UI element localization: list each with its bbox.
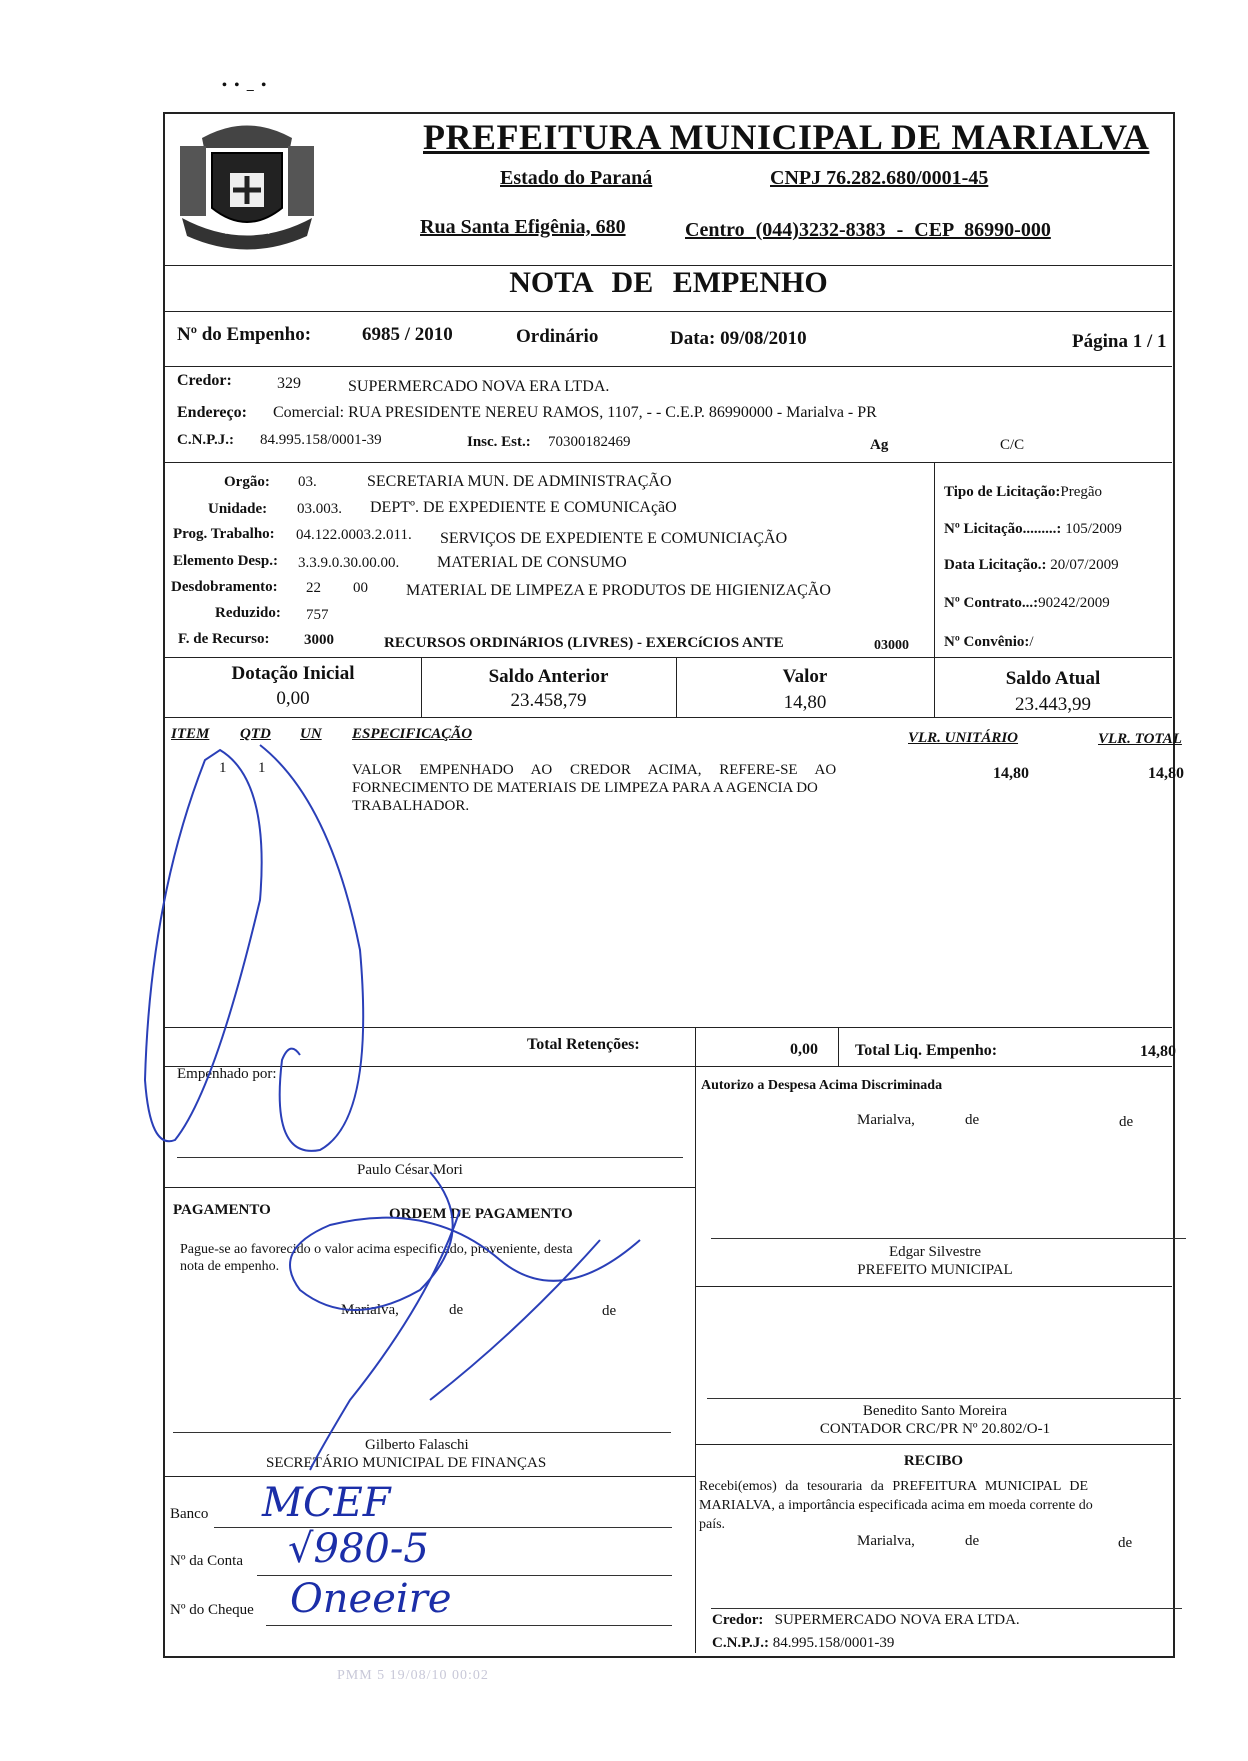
licitacao-data-label: Data Licitação.: xyxy=(944,557,1047,573)
footer-stamp: PMM 5 19/08/10 00:02 xyxy=(337,1668,489,1683)
row-esp-line1: VALOR EMPENHADO AO CREDOR ACIMA, REFERE-SE AO xyxy=(352,762,837,778)
licitacao-tipo-value: Pregão xyxy=(1060,484,1103,500)
endereco-value: Comercial: RUA PRESIDENTE NEREU RAMOS, 1107, - - C.E.P. 86990000 - Marialva - PR xyxy=(273,404,877,421)
saldo-anterior-value: 23.458,79 xyxy=(510,690,587,711)
licitacao-numero-label: Nº Licitação.........: xyxy=(944,521,1062,537)
licitacao-contrato-label: Nº Contrato...: xyxy=(944,595,1039,611)
licitacao-convenio xyxy=(944,634,1034,651)
header-address: Centro (044)3232-8383 - CEP 86990-000 xyxy=(685,219,1051,241)
pagamento-label: PAGAMENTO xyxy=(173,1202,271,1218)
row-item: 1 xyxy=(219,760,227,776)
col-un-header: UN xyxy=(300,726,322,742)
prog-desc: SERVIÇOS DE EXPEDIENTE E COMUNICIAÇÃO xyxy=(440,530,788,547)
recibo-de2: de xyxy=(1118,1535,1133,1551)
recibo-credor-value: SUPERMERCADO NOVA ERA LTDA. xyxy=(774,1612,1020,1628)
col-esp-header: ESPECIFICAÇÃO xyxy=(352,726,473,742)
empenho-type: Ordinário xyxy=(516,326,599,347)
cheque-value: Oneeire xyxy=(290,1576,452,1622)
insc-label: Insc. Est.: xyxy=(467,434,531,450)
endereco-label: Endereço: xyxy=(177,404,247,421)
empenho-number: 6985 / 2010 xyxy=(362,324,453,345)
licitacao-tipo xyxy=(944,484,1102,501)
fonte-code: 3000 xyxy=(304,632,334,648)
prog-label: Prog. Trabalho: xyxy=(173,526,275,542)
recibo-cnpj-label: C.N.P.J.: xyxy=(712,1635,769,1651)
col-qtd-header: QTD xyxy=(240,726,271,742)
row-qtd: 1 xyxy=(258,760,266,776)
autorizo-de1: de xyxy=(965,1112,980,1128)
contador-nome: Benedito Santo Moreira xyxy=(862,1403,1008,1419)
valor-label: Valor xyxy=(782,666,828,687)
banco-value: MCEF xyxy=(262,1480,391,1526)
licitacao-numero xyxy=(944,521,1122,538)
contador-cargo: CONTADOR CRC/PR Nº 20.802/O-1 xyxy=(819,1421,1051,1437)
desdobramento-b: 00 xyxy=(353,580,368,596)
licitacao-convenio-value: / xyxy=(1029,634,1034,650)
pagamento-texto-2: nota de empenho. xyxy=(180,1259,280,1274)
orgao-code: 03. xyxy=(298,474,317,490)
empenhado-label: Empenhado por: xyxy=(177,1066,277,1082)
elemento-label: Elemento Desp.: xyxy=(173,553,278,569)
autorizo-local: Marialva, xyxy=(857,1112,915,1128)
empenho-date: Data: 09/08/2010 xyxy=(670,328,807,349)
desdobramento-label: Desdobramento: xyxy=(171,579,278,595)
top-marks: • • _ • xyxy=(222,78,269,93)
col-unit-header: VLR. UNITÁRIO xyxy=(908,730,1019,746)
desdobramento-a: 22 xyxy=(306,580,321,596)
header-state: Estado do Paraná xyxy=(500,167,653,189)
orgao-desc: SECRETARIA MUN. DE ADMINISTRAÇÃO xyxy=(367,473,672,490)
insc-value: 70300182469 xyxy=(548,434,631,450)
recibo-texto-2: MARIALVA, a importância especificada acima em moeda corrente do xyxy=(699,1498,1093,1513)
unidade-desc: DEPTº. DE EXPEDIENTE E COMUNICAçãO xyxy=(370,499,677,516)
col-total-header: VLR. TOTAL xyxy=(1098,731,1182,747)
header-title: PREFEITURA MUNICIPAL DE MARIALVA xyxy=(423,117,1150,157)
total-retencoes-value: 0,00 xyxy=(790,1041,818,1058)
autorizo-de2: de xyxy=(1119,1114,1134,1130)
credor-name: SUPERMERCADO NOVA ERA LTDA. xyxy=(348,378,610,395)
recibo-texto-1: Recebi(emos) da tesouraria da PREFEITURA MUNICIPAL DE xyxy=(699,1479,1089,1494)
fonte-extra: 03000 xyxy=(874,638,909,653)
saldo-atual-label: Saldo Atual xyxy=(1005,668,1101,689)
col-item-header: ITEM xyxy=(171,726,210,742)
licitacao-data xyxy=(944,557,1119,574)
empenhado-nome: Paulo César Mori xyxy=(357,1162,463,1178)
credor-cnpj-label: C.N.P.J.: xyxy=(177,432,234,448)
reduzido-label: Reduzido: xyxy=(215,605,281,621)
recibo-cnpj-value: 84.995.158/0001-39 xyxy=(772,1635,895,1651)
recibo-cnpj xyxy=(712,1635,894,1652)
recibo-de1: de xyxy=(965,1533,980,1549)
orgao-label: Orgão: xyxy=(224,474,270,490)
saldo-anterior-label: Saldo Anterior xyxy=(488,666,609,687)
licitacao-contrato-value: 90242/2009 xyxy=(1038,595,1110,611)
saldo-atual-value: 23.443,99 xyxy=(1015,694,1091,715)
fonte-label: F. de Recurso: xyxy=(178,631,270,647)
prefeito-nome: Edgar Silvestre xyxy=(888,1244,982,1260)
credor-cnpj: 84.995.158/0001-39 xyxy=(260,432,382,448)
total-liq-label: Total Liq. Empenho: xyxy=(855,1042,998,1059)
total-liq-value: 14,80 xyxy=(1140,1043,1176,1060)
elemento-desc: MATERIAL DE CONSUMO xyxy=(437,554,627,571)
doc-title: NOTA DE EMPENHO xyxy=(509,266,828,299)
recibo-label: RECIBO xyxy=(903,1453,964,1469)
row-esp-line2: FORNECIMENTO DE MATERIAIS DE LIMPEZA PARA A AGENCIA DO xyxy=(352,780,818,796)
total-retencoes-label: Total Retenções: xyxy=(527,1036,640,1053)
recibo-credor-label: Credor: xyxy=(712,1612,764,1628)
conta-value: √980-5 xyxy=(288,1526,429,1572)
row-total-value: 14,80 xyxy=(1148,765,1184,782)
header-street: Rua Santa Efigênia, 680 xyxy=(420,216,626,238)
dotacao-inicial-label: Dotação Inicial xyxy=(231,663,355,684)
cc-label: C/C xyxy=(1000,437,1025,453)
fonte-desc: RECURSOS ORDINáRIOS (LIVRES) - EXERCíCIOS ANTE xyxy=(384,635,784,651)
licitacao-convenio-label: Nº Convênio: xyxy=(944,634,1030,650)
recibo-local: Marialva, xyxy=(857,1533,915,1549)
page-number: Página 1 / 1 xyxy=(1072,331,1167,352)
credor-code: 329 xyxy=(277,375,301,392)
secretario-nome: Gilberto Falaschi xyxy=(365,1437,469,1453)
autorizo-label: Autorizo a Despesa Acima Discriminada xyxy=(701,1078,943,1093)
ag-label: Ag xyxy=(870,437,889,453)
pagamento-de1: de xyxy=(449,1302,464,1318)
prefeito-cargo: PREFEITO MUNICIPAL xyxy=(857,1262,1013,1278)
recibo-credor xyxy=(712,1612,1020,1629)
pagamento-de2: de xyxy=(602,1303,617,1319)
row-unit-value: 14,80 xyxy=(993,765,1029,782)
pagamento-texto-1: Pague-se ao favorecido o valor acima especificado, proveniente, desta xyxy=(180,1242,573,1257)
pagamento-local: Marialva, xyxy=(341,1302,399,1318)
secretario-cargo: SECRETÁRIO MUNICIPAL DE FINANÇAS xyxy=(266,1455,547,1471)
unidade-code: 03.003. xyxy=(297,501,342,517)
licitacao-tipo-label: Tipo de Licitação: xyxy=(944,484,1061,500)
licitacao-contrato xyxy=(944,595,1110,612)
header-cnpj: CNPJ 76.282.680/0001-45 xyxy=(770,167,989,189)
crest-icon xyxy=(172,118,322,258)
cheque-label: Nº do Cheque xyxy=(170,1602,254,1618)
prog-code: 04.122.0003.2.011. xyxy=(296,527,412,543)
ordem-pagamento-label: ORDEM DE PAGAMENTO xyxy=(389,1206,573,1222)
banco-label: Banco xyxy=(170,1506,209,1522)
svg-text:MARIALVA: MARIALVA xyxy=(224,227,270,237)
conta-label: Nº da Conta xyxy=(170,1553,243,1569)
reduzido-value: 757 xyxy=(306,607,329,623)
row-esp-line3: TRABALHADOR. xyxy=(352,798,470,814)
credor-label: Credor: xyxy=(177,372,232,389)
unidade-label: Unidade: xyxy=(208,501,268,517)
recibo-texto-3: país. xyxy=(699,1517,726,1532)
municipal-crest xyxy=(172,118,322,258)
dotacao-inicial-value: 0,00 xyxy=(276,688,310,709)
licitacao-numero-value: 105/2009 xyxy=(1065,521,1122,537)
valor-value: 14,80 xyxy=(783,692,827,713)
licitacao-data-value: 20/07/2009 xyxy=(1050,557,1119,573)
desdobramento-desc: MATERIAL DE LIMPEZA E PRODUTOS DE HIGIENIZAÇÃO xyxy=(406,582,831,599)
empenho-label: Nº do Empenho: xyxy=(177,324,312,345)
elemento-code: 3.3.9.0.30.00.00. xyxy=(298,555,400,571)
